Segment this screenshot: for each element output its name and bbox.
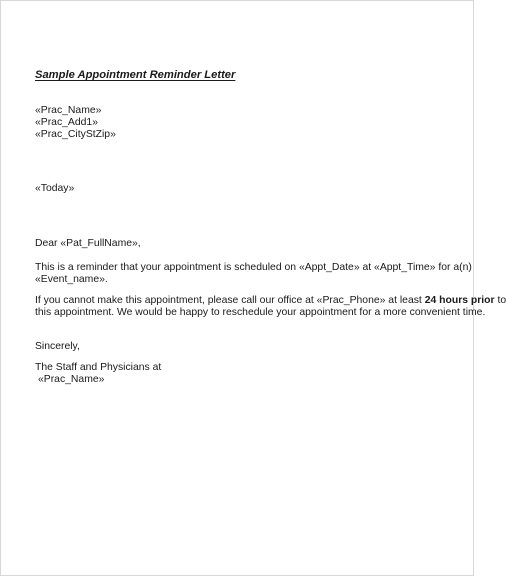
notice-period-emphasis: 24 hours prior [424,295,495,306]
practice-city-state-zip: «Prac_CityStZip» [35,129,116,140]
reminder-paragraph-line-2: «Event_name». [35,274,108,285]
signature-line-2: «Prac_Name» [38,374,105,385]
letter-title: Sample Appointment Reminder Letter [35,69,236,81]
reschedule-paragraph-line-2: this appointment. We would be happy to reschedule your appointment for a more convenient time. [35,307,486,318]
reminder-paragraph-line-1: This is a reminder that your appointment is scheduled on «Appt_Date» at «Appt_Time» for a(n) [35,262,472,273]
reschedule-text-start: If you cannot make this appointment, please call our office at «Prac_Phone» at least [35,295,425,306]
reschedule-paragraph-line-1 [35,295,506,307]
practice-name: «Prac_Name» [35,105,102,116]
practice-address: «Prac_Add1» [35,117,98,128]
salutation: Dear «Pat_FullName», [35,238,141,249]
letter-date: «Today» [35,183,75,194]
reschedule-text-end: to [494,295,506,306]
signature-line-1: The Staff and Physicians at [35,362,162,373]
closing: Sincerely, [35,341,80,352]
